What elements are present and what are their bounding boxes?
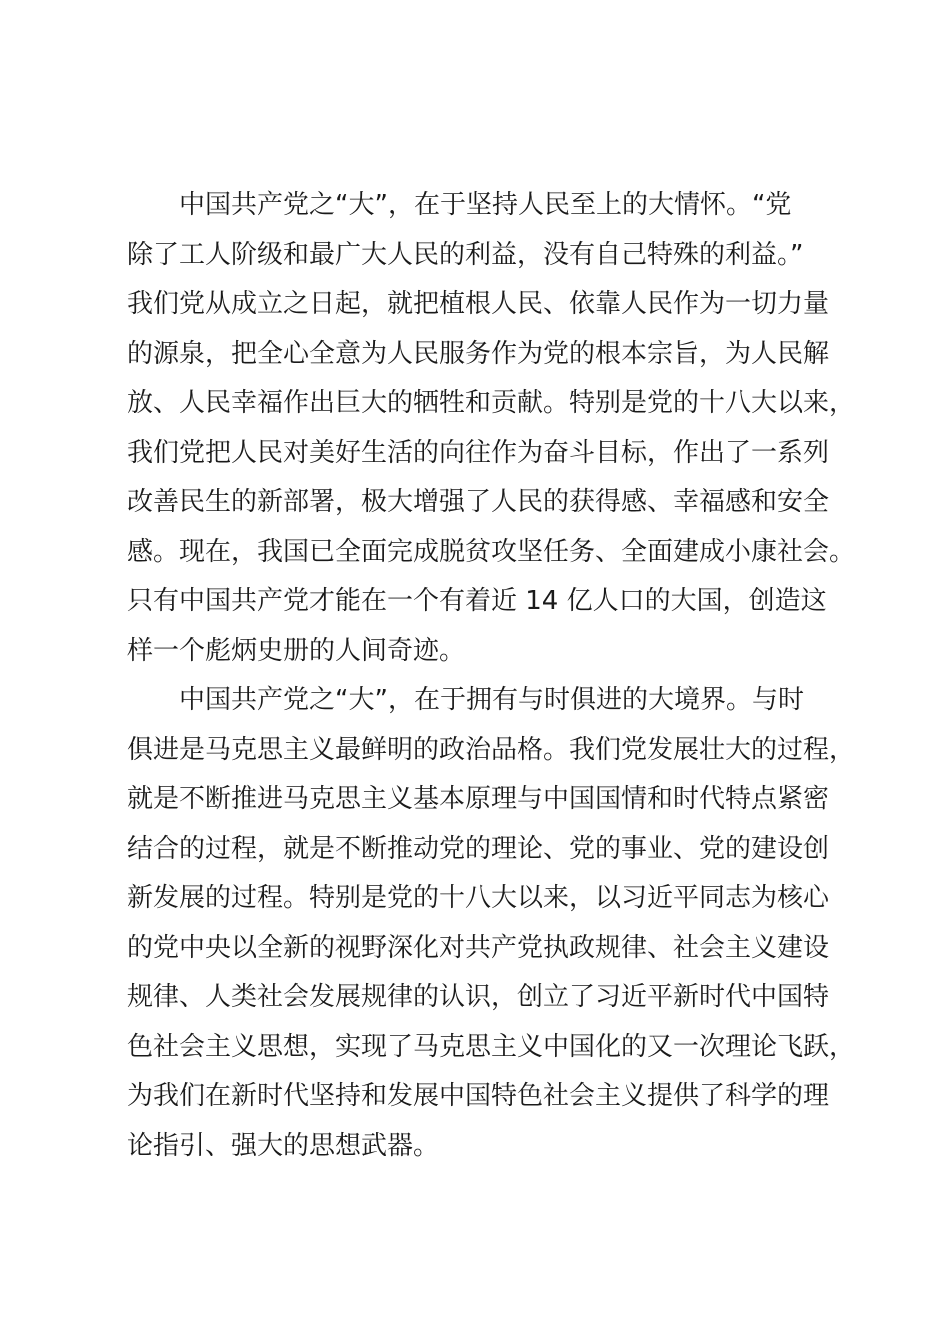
text-line: 放、人民幸福作出巨大的牺牲和贡献。特别是党的十八大以来， — [127, 388, 856, 418]
paragraph-2 — [127, 676, 857, 1171]
text-line: 中国共产党之“大”，在于拥有与时俱进的大境界。与时 — [179, 685, 804, 715]
text-line: 结合的过程，就是不断推动党的理论、党的事业、党的建设创 — [127, 833, 830, 864]
paragraph-1 — [127, 181, 857, 676]
text-line: 的源泉，把全心全意为人民服务作为党的根本宗旨，为人民解 — [127, 338, 830, 369]
text-line: 新发展的过程。特别是党的十八大以来，以习近平同志为核心 — [127, 883, 830, 913]
text-line: 我们党把人民对美好生活的向往作为奋斗目标，作出了一系列 — [127, 437, 830, 468]
text-line: 俱进是马克思主义最鲜明的政治品格。我们党发展壮大的过程， — [127, 734, 856, 765]
text-line: 中国共产党之“大”，在于坚持人民至上的大情怀。“党 — [179, 190, 792, 220]
text-line: 就是不断推进马克思主义基本原理与中国国情和时代特点紧密 — [127, 784, 830, 814]
document-body — [127, 181, 857, 1171]
text-line: 样一个彪炳史册的人间奇迹。 — [127, 635, 466, 666]
text-line: 改善民生的新部署，极大增强了人民的获得感、幸福感和安全 — [127, 487, 830, 517]
text-line: 的党中央以全新的视野深化对共产党执政规律、社会主义建设 — [127, 932, 830, 963]
text-line: 我们党从成立之日起，就把植根人民、依靠人民作为一切力量 — [127, 289, 830, 319]
text-line: 色社会主义思想，实现了马克思主义中国化的又一次理论飞跃， — [127, 1031, 856, 1062]
text-line: 只有中国共产党才能在一个有着近 14 亿人口的大国，创造这 — [127, 586, 827, 616]
text-line: 感。现在，我国已全面完成脱贫攻坚任务、全面建成小康社会。 — [127, 536, 856, 567]
text-line: 规律、人类社会发展规律的认识，创立了习近平新时代中国特 — [127, 982, 830, 1012]
text-line: 为我们在新时代坚持和发展中国特色社会主义提供了科学的理 — [127, 1081, 830, 1111]
text-line: 除了工人阶级和最广大人民的利益，没有自己特殊的利益。” — [127, 239, 804, 270]
text-line: 论指引、强大的思想武器。 — [127, 1130, 440, 1161]
